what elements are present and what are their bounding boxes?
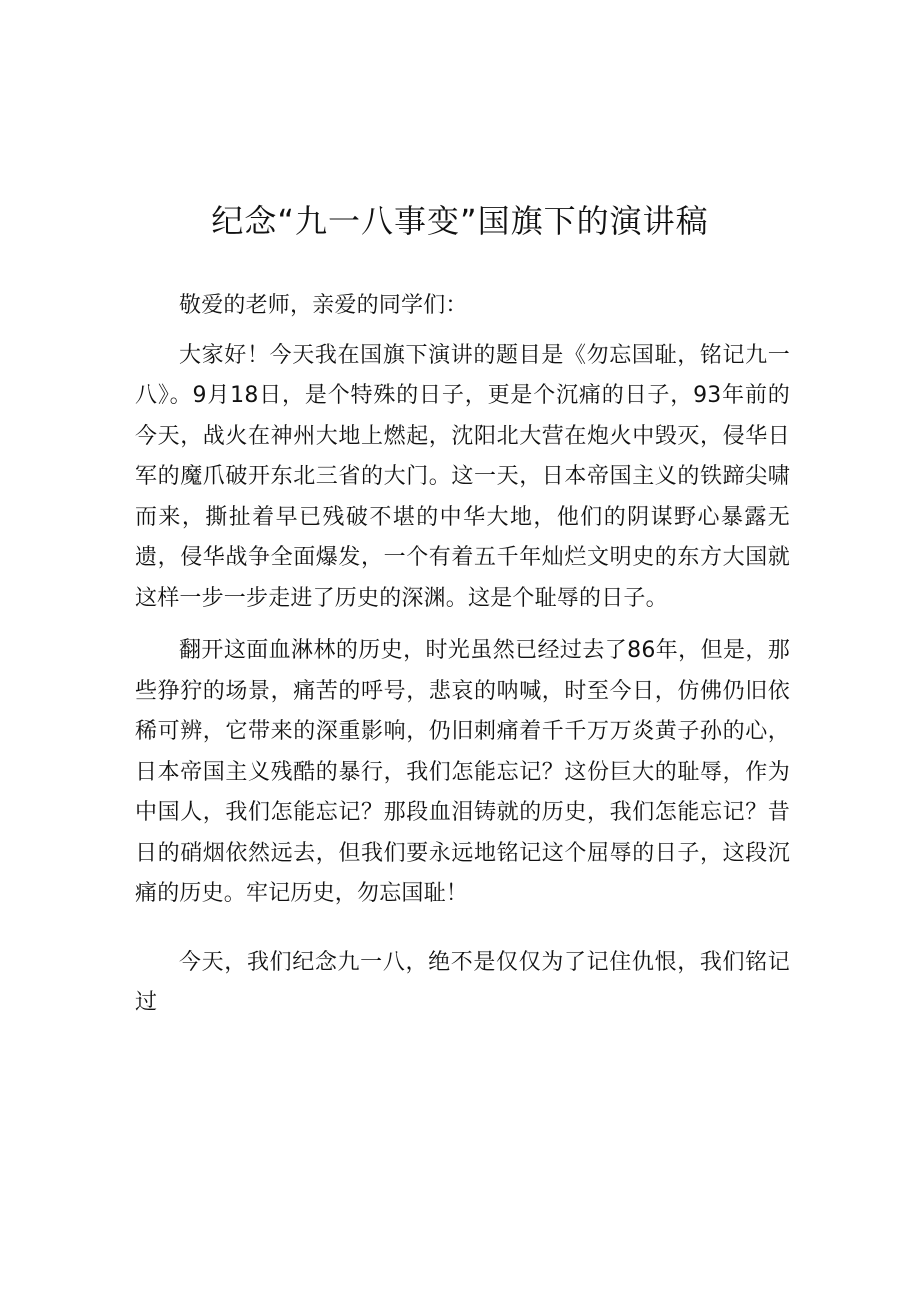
document-title: 纪念“九一八事变”国旗下的演讲稿 — [211, 202, 709, 240]
paragraph-2: 翻开这面血淋林的历史，时光虽然已经过去了86年，但是，那些狰狞的场景，痛苦的呼号，悲哀的呐喊，时至今日，仿佛仍旧依稀可辨，它带来的深重影响，仍旧刺痛着千千万万炎黄子孙的心，日本帝国主义残酷的暴行，我们怎能忘记？这份巨大的耻辱，作为中国人，我们怎能忘记？那段血泪铸就的历史，我们怎能忘记？昔日的硝烟依然远去，但我们要永远地铭记这个屈辱的日子，这段沉痛的历史。牢记历史，勿忘国耻！ — [135, 638, 790, 906]
greeting-paragraph: 敬爱的老师，亲爱的同学们： — [179, 293, 468, 318]
speech-body — [135, 286, 790, 1024]
paragraph-1: 大家好！今天我在国旗下演讲的题目是《勿忘国耻，铭记九一八》。9月18日，是个特殊的日子，更是个沉痛的日子，93年前的今天，战火在神州大地上燃起，沈阳北大营在炮火中毁灭，侵华日军的魔爪破开东北三省的大门。这一天，日本帝国主义的铁蹄尖啸而来，撕扯着早已残破不堪的中华大地，他们的阴谋野心暴露无遗，侵华战争全面爆发，一个有着五千年灿烂文明史的东方大国就这样一步一步走进了历史的深渊。这是个耻辱的日子。 — [135, 342, 790, 611]
paragraph-3: 今天，我们纪念九一八，绝不是仅仅为了记住仇恨，我们铭记过 — [135, 949, 790, 1015]
